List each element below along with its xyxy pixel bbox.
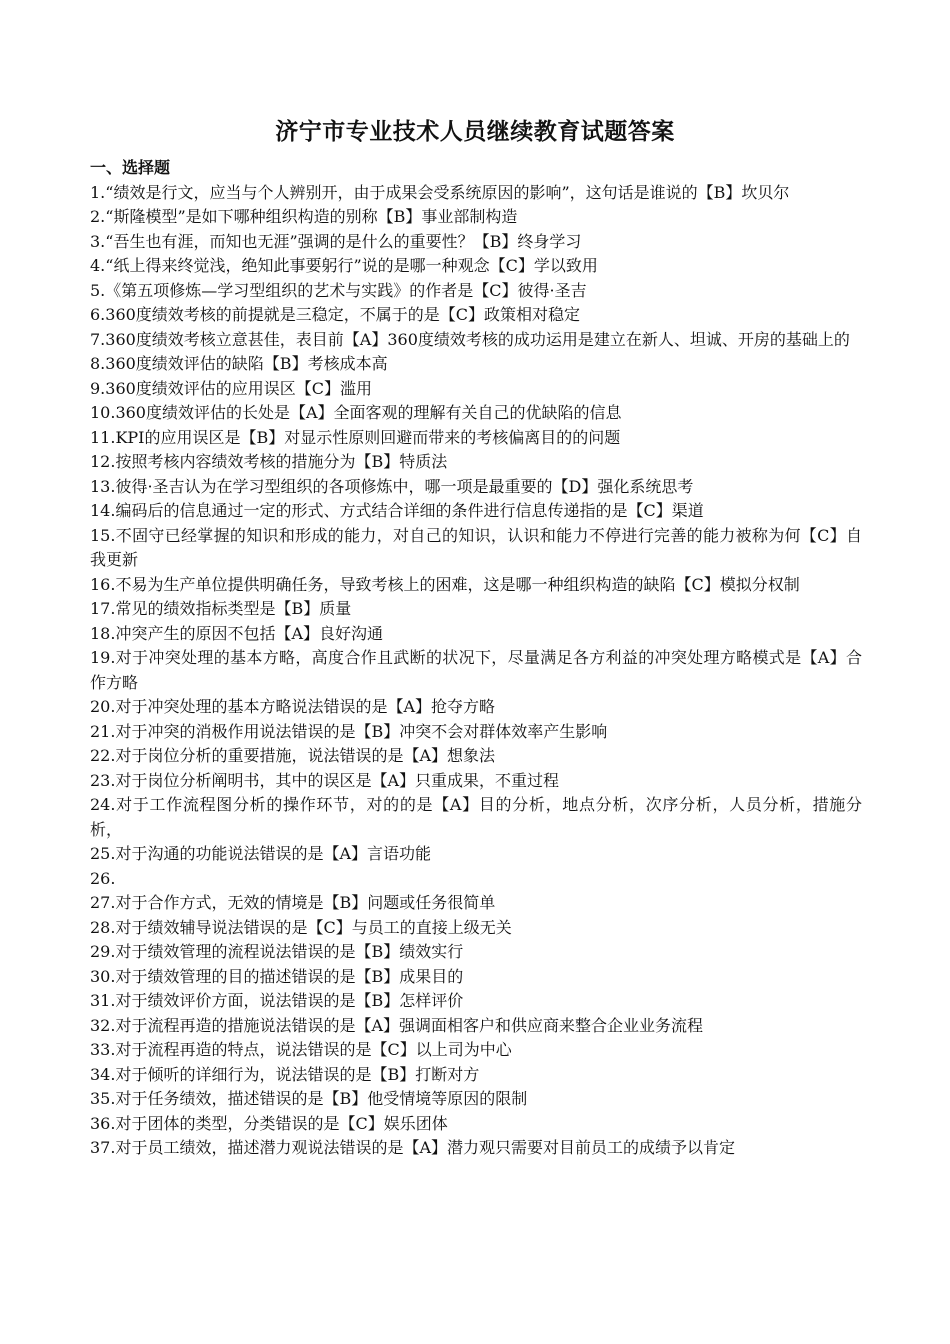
question-item: 16.不易为生产单位提供明确任务，导致考核上的困难，这是哪一种组织构造的缺陷【C】模拟分权制 xyxy=(90,574,800,594)
question-item: 8.360度绩效评估的缺陷【B】考核成本高 xyxy=(90,354,388,373)
question-item: 32.对于流程再造的措施说法错误的是【A】强调面相客户和供应商来整合企业业务流程 xyxy=(90,1015,704,1035)
question-item: 18.冲突产生的原因不包括【A】良好沟通 xyxy=(90,623,384,643)
question-item: 6.360度绩效考核的前提就是三稳定，不属于的是【C】政策相对稳定 xyxy=(90,305,581,324)
question-item: 9.360度绩效评估的应用误区【C】滥用 xyxy=(90,378,373,398)
section-heading: 一、选择题 xyxy=(90,158,171,177)
question-item: 20.对于冲突处理的基本方略说法错误的是【A】抢夺方略 xyxy=(90,697,496,716)
question-item: 28.对于绩效辅导说法错误的是【C】与员工的直接上级无关 xyxy=(90,917,512,937)
question-item: 24.对于工作流程图分析的操作环节，对的的是【A】目的分析，地点分析，次序分析，人员分析，措施分析， xyxy=(90,795,862,839)
question-item: 30.对于绩效管理的目的描述错误的是【B】成果目的 xyxy=(90,966,464,986)
question-item: 29.对于绩效管理的流程说法错误的是【B】绩效实行 xyxy=(90,942,464,961)
question-item: 19.对于冲突处理的基本方略，高度合作且武断的状况下，尽量满足各方利益的冲突处理方略模式是【A】合作方略 xyxy=(90,648,862,692)
question-item: 10.360度绩效评估的长处是【A】全面客观的理解有关自己的优缺陷的信息 xyxy=(90,403,622,422)
question-item: 15.不固守已经掌握的知识和形成的能力，对自己的知识，认识和能力不停进行完善的能力被称为何【C】自我更新 xyxy=(90,525,862,569)
question-item: 21.对于冲突的消极作用说法错误的是【B】冲突不会对群体效率产生影响 xyxy=(90,721,608,741)
question-item: 34.对于倾听的详细行为，说法错误的是【B】打断对方 xyxy=(90,1064,480,1084)
question-item: 35.对于任务绩效，描述错误的是【B】他受情境等原因的限制 xyxy=(90,1089,528,1108)
question-item: 26. xyxy=(90,868,116,888)
question-item: 25.对于沟通的功能说法错误的是【A】言语功能 xyxy=(90,844,432,863)
question-item: 7.360度绩效考核立意甚佳，表目前【A】360度绩效考核的成功运用是建立在新人、坦诚、开房的基础上的 xyxy=(90,329,850,349)
question-item: 23.对于岗位分析阐明书，其中的误区是【A】只重成果，不重过程 xyxy=(90,770,560,790)
document-title: 济宁市专业技术人员继续教育试题答案 xyxy=(275,118,675,145)
question-item: 2.“斯隆模型”是如下哪种组织构造的别称【B】事业部制构造 xyxy=(90,207,518,226)
question-item: 33.对于流程再造的特点，说法错误的是【C】以上司为中心 xyxy=(90,1040,512,1059)
question-list xyxy=(90,181,862,1161)
question-item: 22.对于岗位分析的重要措施，说法错误的是【A】想象法 xyxy=(90,746,496,765)
question-item: 3.“吾生也有涯，而知也无涯”强调的是什么的重要性？【B】终身学习 xyxy=(90,231,582,251)
question-item: 17.常见的绩效指标类型是【B】质量 xyxy=(90,599,352,618)
question-item: 36.对于团体的类型，分类错误的是【C】娱乐团体 xyxy=(90,1113,448,1133)
question-item: 12.按照考核内容绩效考核的措施分为【B】特质法 xyxy=(90,452,448,471)
question-item: 14.编码后的信息通过一定的形式、方式结合详细的条件进行信息传递指的是【C】渠道 xyxy=(90,501,704,520)
question-item: 4.“纸上得来终觉浅，绝知此事要躬行”说的是哪一种观念【C】学以致用 xyxy=(90,256,598,275)
question-item: 5.《第五项修炼—学习型组织的艺术与实践》的作者是【C】彼得·圣吉 xyxy=(90,280,587,300)
document-body xyxy=(90,156,862,1161)
question-item: 1.“绩效是行文，应当与个人辨别开，由于成果会受系统原因的影响”，这句话是谁说的【B】坎贝尔 xyxy=(90,182,790,202)
question-item: 13.彼得·圣吉认为在学习型组织的各项修炼中，哪一项是最重要的【D】强化系统思考 xyxy=(90,476,694,496)
question-item: 37.对于员工绩效，描述潜力观说法错误的是【A】潜力观只需要对目前员工的成绩予以肯定 xyxy=(90,1138,736,1157)
question-item: 27.对于合作方式，无效的情境是【B】问题或任务很简单 xyxy=(90,893,496,912)
question-item: 31.对于绩效评价方面，说法错误的是【B】怎样评价 xyxy=(90,991,464,1010)
question-item: 11.KPI的应用误区是【B】对显示性原则回避而带来的考核偏离目的的问题 xyxy=(90,427,621,447)
